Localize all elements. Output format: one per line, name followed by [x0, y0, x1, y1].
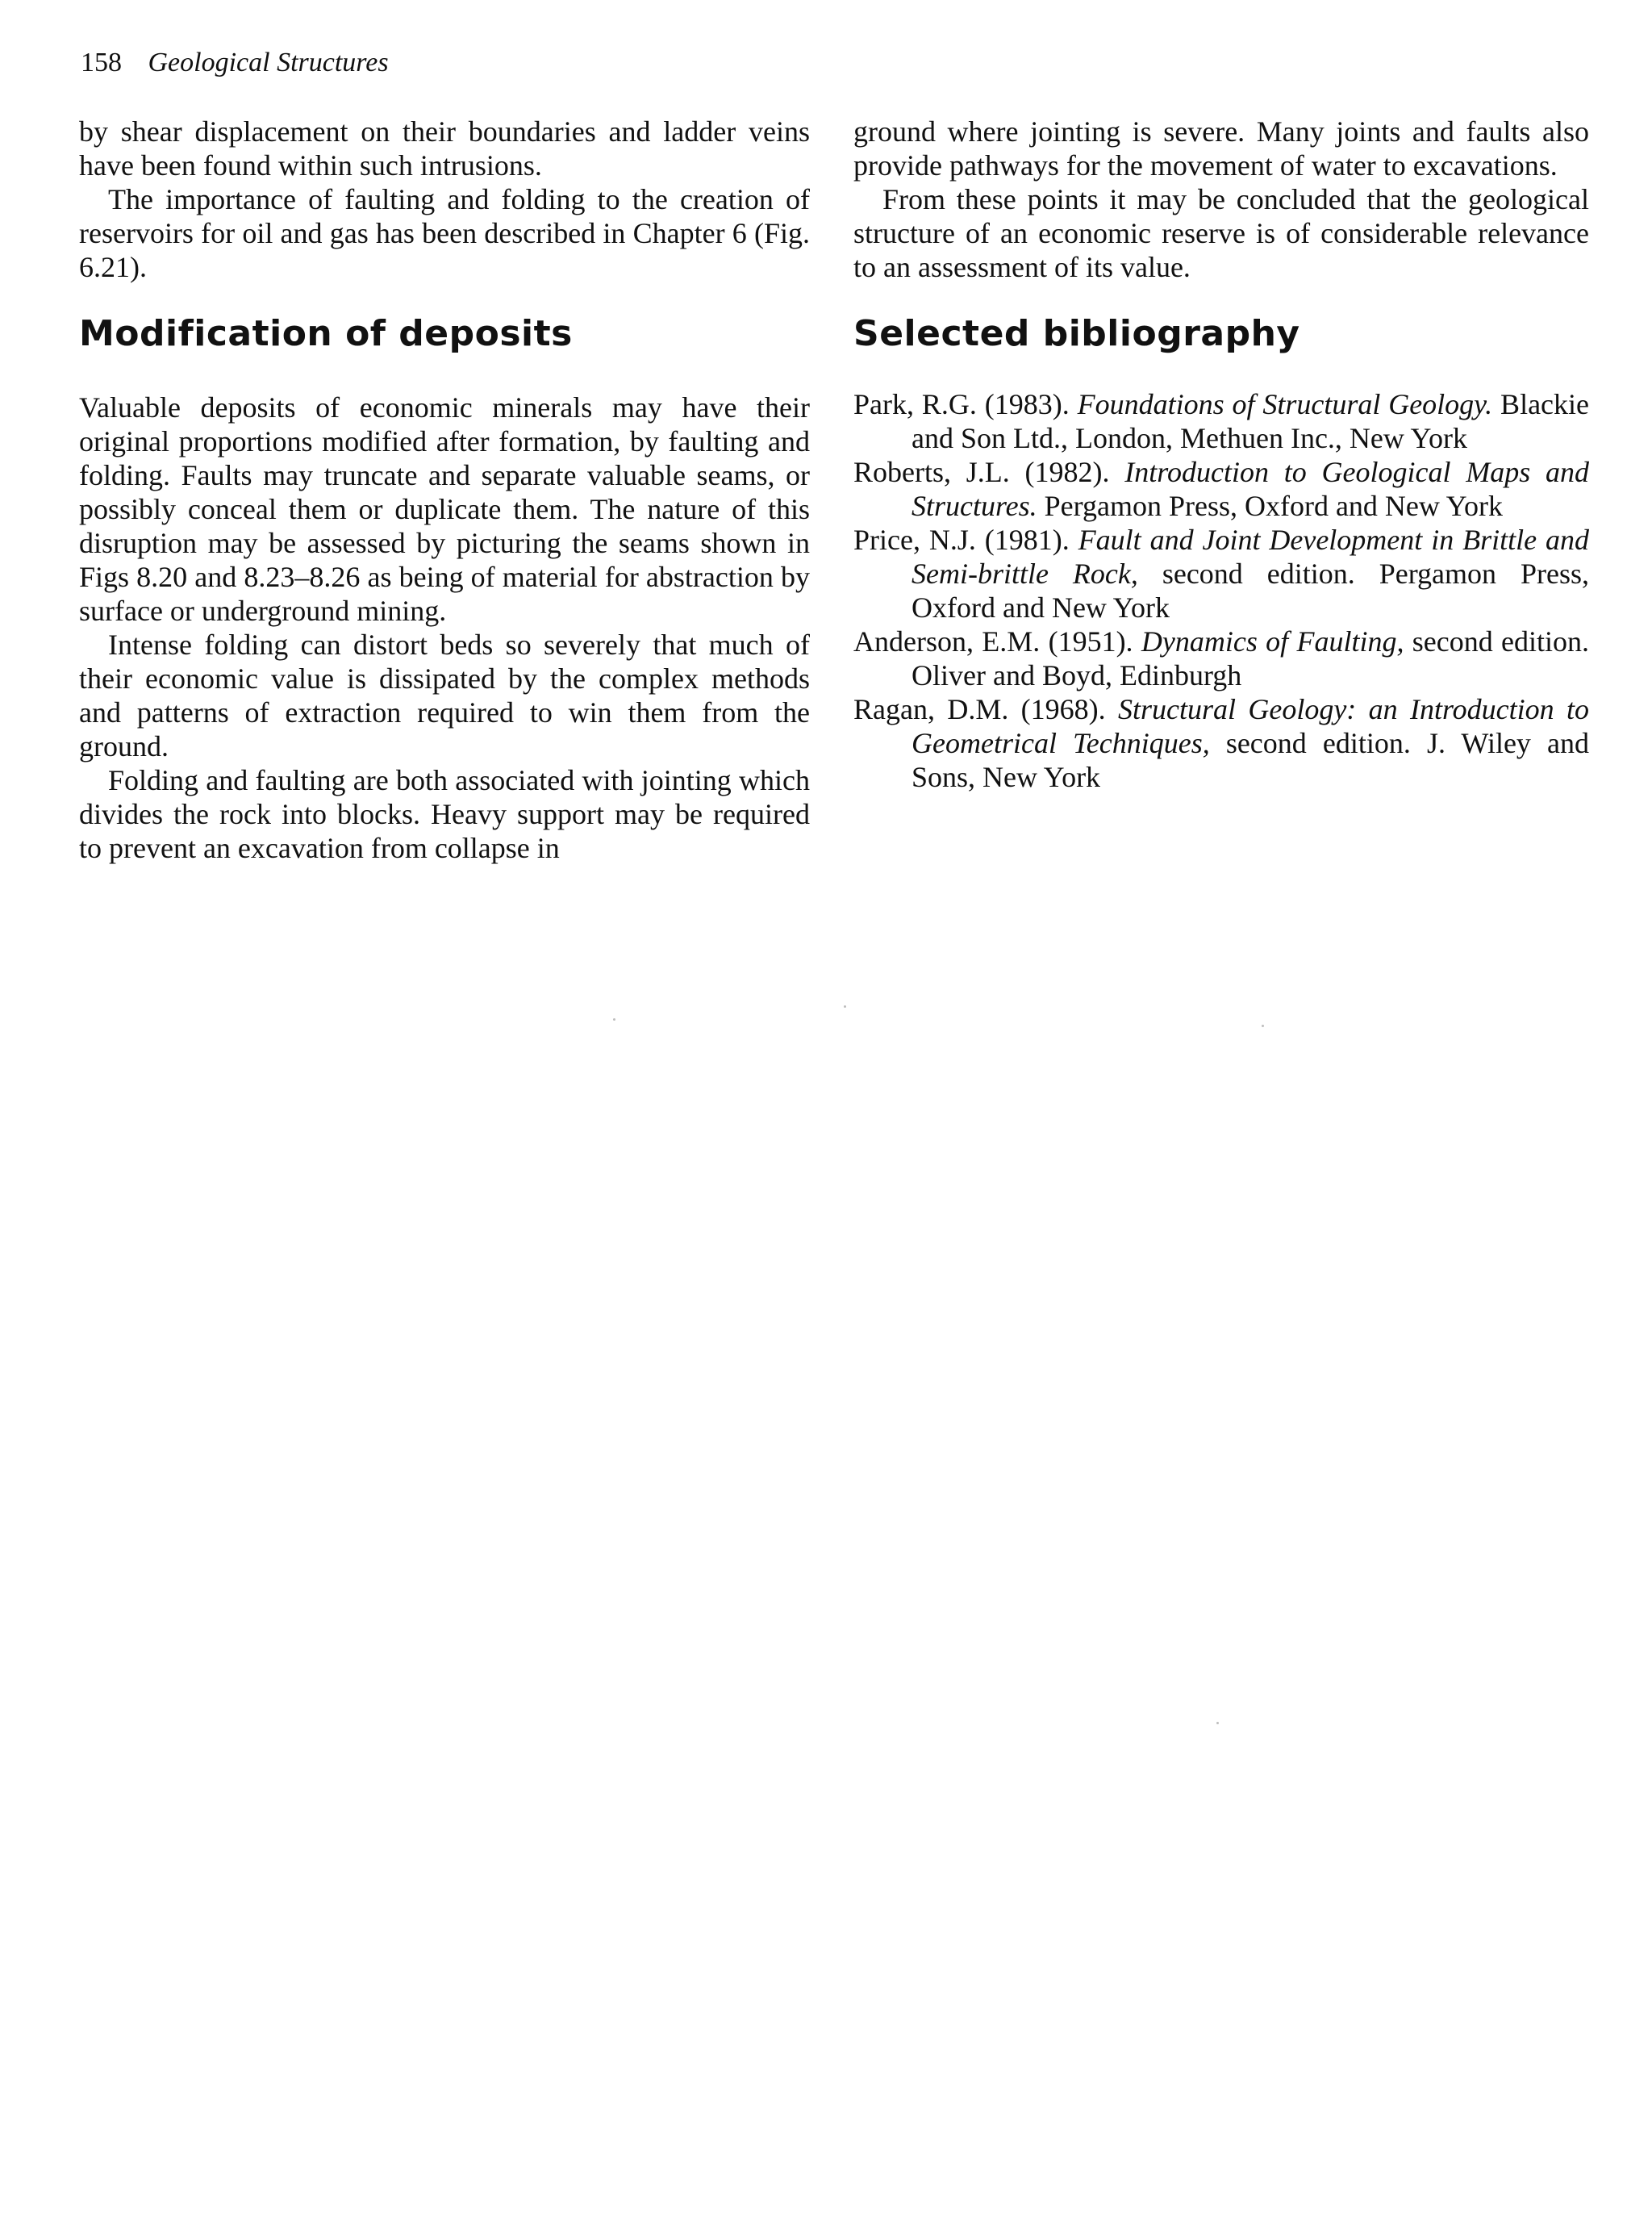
right-paragraph-2: From these points it may be concluded that the geological structure of an economic reserve is of considerable relevance to an assessment of its value.: [853, 183, 1589, 283]
section-heading-bibliography: Selected bibliography: [853, 313, 1300, 354]
bibliography-entry: [853, 455, 1589, 523]
bibliography-list: [853, 387, 1589, 794]
running-title: Geological Structures: [148, 48, 389, 77]
bib-publisher: second edition. J. Wiley and Sons, New York: [912, 727, 1589, 793]
bib-publisher: second edition. Oliver and Boyd, Edinburgh: [912, 625, 1590, 691]
bib-title: Fault and Joint Development in Brittle and Semi-brittle Rock,: [912, 524, 1589, 590]
bib-title: Introduction to Geological Maps and Structures.: [912, 456, 1590, 522]
bib-title: Structural Geology: an Introduction to Geometrical Techniques,: [912, 693, 1589, 759]
scan-speck: [613, 1018, 615, 1021]
bib-authors: Price, N.J. (1981).: [853, 524, 1078, 556]
left-paragraph-3: Valuable deposits of economic minerals may have their original proportions modified after formation, by faulting and folding. Faults may truncate and separate valuable seams, or possibly conceal them or duplicate them. The nature of this disruption may be assessed by picturing the seams shown in Figs 8.20 and 8.23–8.26 as being of material for abstraction by surface or underground mining.: [79, 391, 810, 627]
bib-title: Foundations of Structural Geology.: [1077, 388, 1493, 420]
section-heading-modification: Modification of deposits: [79, 313, 573, 354]
left-paragraph-5: Folding and faulting are both associated with jointing which divides the rock into blocks. Heavy support may be required to prevent an excavation from collapse in: [79, 764, 810, 864]
bib-publisher: second edition. Pergamon Press, Oxford and New York: [912, 558, 1589, 624]
scan-speck: [1216, 1722, 1219, 1724]
page-number: 158: [81, 48, 122, 77]
scan-speck: [1262, 1025, 1264, 1027]
left-paragraph-4: Intense folding can distort beds so severely that much of their economic value is dissipated by the complex methods and patterns of extraction required to win them from the ground.: [79, 629, 810, 762]
bib-title: Dynamics of Faulting,: [1141, 625, 1404, 658]
bib-authors: Roberts, J.L. (1982).: [853, 456, 1125, 488]
bib-authors: Park, R.G. (1983).: [853, 388, 1078, 420]
left-column: [79, 115, 810, 865]
bibliography-entry: [853, 625, 1589, 692]
right-column: [853, 115, 1589, 794]
bib-authors: Ragan, D.M. (1968).: [853, 693, 1118, 725]
bib-publisher: Blackie and Son Ltd., London, Methuen Inc., New York: [912, 388, 1590, 454]
bibliography-entry: [853, 523, 1589, 625]
left-paragraph-1: by shear displacement on their boundaries and ladder veins have been found within such intrusions.: [79, 115, 810, 182]
right-paragraph-1: ground where jointing is severe. Many joints and faults also provide pathways for the movement of water to excavations.: [853, 115, 1589, 182]
bibliography-entry: [853, 387, 1589, 455]
bib-publisher: Pergamon Press, Oxford and New York: [1037, 490, 1503, 522]
scan-speck: [844, 1005, 846, 1008]
running-header: [81, 47, 389, 79]
bib-authors: Anderson, E.M. (1951).: [853, 625, 1141, 658]
bibliography-entry: [853, 692, 1589, 794]
left-paragraph-2: The importance of faulting and folding to the creation of reservoirs for oil and gas has been described in Chapter 6 (Fig. 6.21).: [79, 183, 810, 283]
